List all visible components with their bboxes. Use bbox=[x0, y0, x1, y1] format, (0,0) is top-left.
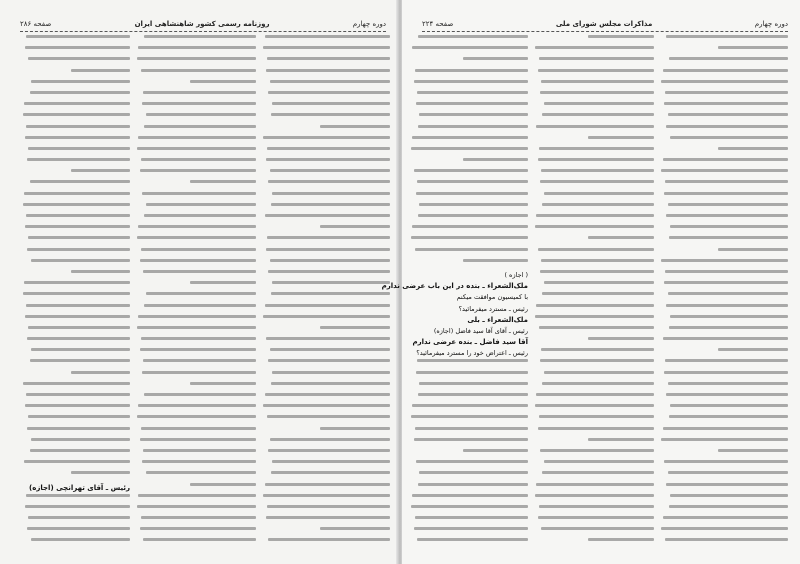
text-line-scan bbox=[137, 236, 256, 239]
text-line-scan bbox=[144, 35, 256, 38]
text-line-scan bbox=[718, 147, 788, 150]
text-line-scan bbox=[415, 69, 528, 72]
text-line: ( اجازه ) bbox=[504, 270, 528, 279]
text-line-scan bbox=[143, 359, 256, 362]
text-line-scan bbox=[28, 415, 130, 418]
text-line-scan bbox=[536, 483, 654, 486]
text-line-scan bbox=[665, 270, 788, 273]
text-line-scan bbox=[320, 527, 390, 530]
text-line-scan bbox=[668, 471, 788, 474]
text-line-scan bbox=[141, 158, 256, 161]
text-line-scan bbox=[266, 516, 390, 519]
text-line-scan bbox=[588, 35, 654, 38]
text-line-scan bbox=[664, 192, 788, 195]
text-line-scan bbox=[665, 180, 788, 183]
text-line-scan bbox=[143, 91, 256, 94]
text-line-scan bbox=[538, 427, 654, 430]
text-line-scan bbox=[144, 125, 256, 128]
text-line-scan bbox=[137, 147, 256, 150]
text-line-scan bbox=[190, 281, 256, 284]
text-line-scan bbox=[141, 69, 256, 72]
text-line-scan bbox=[670, 315, 788, 318]
text-line-scan bbox=[414, 527, 528, 530]
text-line-scan bbox=[23, 292, 130, 295]
text-line-scan bbox=[544, 371, 654, 374]
text-line-scan bbox=[416, 371, 528, 374]
text-line-scan bbox=[414, 80, 528, 83]
text-line-scan bbox=[28, 147, 130, 150]
text-line-scan bbox=[266, 158, 390, 161]
text-line: رئیس ـ اعتراض خود را مسترد میفرمائید؟ bbox=[416, 349, 528, 358]
text-line-scan bbox=[28, 236, 130, 239]
text-line-scan bbox=[588, 136, 654, 139]
text-line-scan bbox=[663, 337, 788, 340]
text-line-scan bbox=[539, 57, 654, 60]
text-line-scan bbox=[418, 35, 528, 38]
text-line-scan bbox=[415, 248, 528, 251]
text-line-scan bbox=[718, 46, 788, 49]
text-line-scan bbox=[663, 158, 788, 161]
text-line-scan bbox=[665, 91, 788, 94]
text-line-scan bbox=[538, 516, 654, 519]
text-line-scan bbox=[272, 102, 390, 105]
text-line-scan bbox=[71, 471, 130, 474]
text-line-scan bbox=[320, 427, 390, 430]
text-line-scan bbox=[418, 214, 528, 217]
text-line-scan bbox=[265, 483, 390, 486]
text-line-scan bbox=[23, 113, 130, 116]
speaker-line: آقا سید فاضل ـ بنده عرضی ندارم bbox=[412, 338, 528, 347]
text-line-scan bbox=[143, 270, 256, 273]
text-line-scan bbox=[542, 471, 654, 474]
text-line-scan bbox=[24, 192, 130, 195]
text-line-scan bbox=[270, 259, 390, 262]
text-line-scan bbox=[71, 69, 130, 72]
text-line-scan bbox=[320, 326, 390, 329]
text-line-scan bbox=[140, 169, 256, 172]
text-line-scan bbox=[669, 57, 788, 60]
text-line-scan bbox=[670, 136, 788, 139]
text-line-scan bbox=[146, 113, 256, 116]
text-line-scan bbox=[661, 527, 788, 530]
text-line-scan bbox=[138, 225, 256, 228]
text-line-scan bbox=[541, 169, 654, 172]
text-line-scan bbox=[267, 57, 390, 60]
text-line-scan bbox=[668, 203, 788, 206]
text-line-scan bbox=[419, 382, 528, 385]
text-line-scan bbox=[664, 102, 788, 105]
text-line-scan bbox=[272, 371, 390, 374]
left-page-header bbox=[20, 18, 386, 30]
text-line-scan bbox=[538, 248, 654, 251]
text-line-scan bbox=[718, 248, 788, 251]
text-line-scan bbox=[541, 80, 654, 83]
text-line-scan bbox=[146, 203, 256, 206]
text-line-scan bbox=[666, 35, 788, 38]
text-line-scan bbox=[25, 136, 130, 139]
text-line-scan bbox=[23, 203, 130, 206]
speaker-line: رئیس ـ آقای تهرانچی (اجازه) bbox=[29, 483, 130, 492]
text-line-scan bbox=[411, 505, 528, 508]
text-line-scan bbox=[267, 505, 390, 508]
text-line-scan bbox=[540, 449, 654, 452]
text-line-scan bbox=[463, 259, 528, 262]
text-column bbox=[136, 35, 256, 550]
text-line-scan bbox=[670, 494, 788, 497]
text-line-scan bbox=[670, 404, 788, 407]
text-line-scan bbox=[414, 438, 528, 441]
text-line-scan bbox=[30, 449, 130, 452]
text-line-scan bbox=[540, 359, 654, 362]
right-title: مذاکرات مجلس شورای ملی bbox=[555, 20, 653, 28]
text-line-scan bbox=[417, 91, 528, 94]
text-line-scan bbox=[412, 225, 528, 228]
text-line-scan bbox=[542, 292, 654, 295]
text-line-scan bbox=[26, 393, 130, 396]
text-line-scan bbox=[31, 259, 130, 262]
text-line-scan bbox=[144, 304, 256, 307]
text-line-scan bbox=[142, 460, 256, 463]
text-line-scan bbox=[143, 538, 256, 541]
text-line-scan bbox=[142, 371, 256, 374]
text-line-scan bbox=[417, 180, 528, 183]
text-line-scan bbox=[412, 136, 528, 139]
text-line-scan bbox=[137, 57, 256, 60]
text-line-scan bbox=[418, 393, 528, 396]
text-line-scan bbox=[190, 483, 256, 486]
text-line-scan bbox=[138, 315, 256, 318]
text-line-scan bbox=[415, 427, 528, 430]
text-line-scan bbox=[544, 102, 654, 105]
text-line-scan bbox=[416, 192, 528, 195]
text-line-scan bbox=[661, 80, 788, 83]
text-line-scan bbox=[536, 125, 654, 128]
text-line-scan bbox=[268, 449, 390, 452]
text-line-scan bbox=[28, 326, 130, 329]
header-rule bbox=[422, 31, 788, 32]
text-line-scan bbox=[268, 270, 390, 273]
text-line-scan bbox=[25, 46, 130, 49]
text-column bbox=[534, 35, 654, 550]
text-line-scan bbox=[539, 415, 654, 418]
text-line-scan bbox=[536, 214, 654, 217]
text-line-scan bbox=[141, 248, 256, 251]
text-line-scan bbox=[272, 460, 390, 463]
text-line-scan bbox=[661, 259, 788, 262]
text-line-scan bbox=[26, 304, 130, 307]
text-line-scan bbox=[539, 147, 654, 150]
text-line-scan bbox=[24, 460, 130, 463]
text-line-scan bbox=[414, 169, 528, 172]
text-line-scan bbox=[26, 214, 130, 217]
right-page-header bbox=[422, 18, 788, 30]
right-period: دوره چهارم bbox=[754, 20, 788, 28]
text-line-scan bbox=[30, 91, 130, 94]
text-line-scan bbox=[665, 359, 788, 362]
text-line-scan bbox=[668, 382, 788, 385]
text-line-scan bbox=[540, 270, 654, 273]
text-line-scan bbox=[669, 505, 788, 508]
text-line-scan bbox=[542, 113, 654, 116]
text-line-scan bbox=[25, 315, 130, 318]
text-line-scan bbox=[268, 538, 390, 541]
text-line-scan bbox=[664, 281, 788, 284]
text-line-scan bbox=[463, 158, 528, 161]
text-line-scan bbox=[31, 348, 130, 351]
text-line-scan bbox=[271, 471, 390, 474]
text-line-scan bbox=[271, 203, 390, 206]
text-line-scan bbox=[267, 147, 390, 150]
text-line-scan bbox=[412, 46, 528, 49]
text-line-scan bbox=[664, 371, 788, 374]
text-line-scan bbox=[539, 326, 654, 329]
text-line-scan bbox=[535, 225, 654, 228]
text-line-scan bbox=[263, 494, 390, 497]
text-line-scan bbox=[718, 449, 788, 452]
text-line-scan bbox=[24, 281, 130, 284]
text-line-scan bbox=[544, 192, 654, 195]
text-line-scan bbox=[266, 337, 390, 340]
text-line-scan bbox=[542, 382, 654, 385]
text-line-scan bbox=[263, 404, 390, 407]
text-line-scan bbox=[588, 438, 654, 441]
text-line-scan bbox=[27, 427, 130, 430]
text-line-scan bbox=[665, 538, 788, 541]
text-line-scan bbox=[267, 236, 390, 239]
text-line-scan bbox=[538, 158, 654, 161]
left-period: دوره چهارم bbox=[352, 20, 386, 28]
text-line-scan bbox=[31, 438, 130, 441]
text-line-scan bbox=[664, 460, 788, 463]
text-line-scan bbox=[271, 382, 390, 385]
text-line-scan bbox=[190, 180, 256, 183]
text-line-scan bbox=[265, 214, 390, 217]
text-line-scan bbox=[418, 125, 528, 128]
text-line-scan bbox=[190, 80, 256, 83]
speaker-line: ملک‌الشعراء ـ بنده در این باب عرضی ندارم bbox=[381, 282, 528, 291]
text-line-scan bbox=[416, 102, 528, 105]
text-line-scan bbox=[268, 91, 390, 94]
text-line-scan bbox=[144, 393, 256, 396]
text-line-scan bbox=[419, 471, 528, 474]
text-line-scan bbox=[263, 46, 390, 49]
text-line-scan bbox=[144, 214, 256, 217]
text-line-scan bbox=[418, 483, 528, 486]
text-line-scan bbox=[541, 527, 654, 530]
text-line-scan bbox=[137, 415, 256, 418]
text-line-scan bbox=[463, 57, 528, 60]
text-line-scan bbox=[140, 438, 256, 441]
text-line-scan bbox=[27, 337, 130, 340]
text-line-scan bbox=[663, 69, 788, 72]
text-line-scan bbox=[538, 69, 654, 72]
text-line-scan bbox=[539, 505, 654, 508]
text-line-scan bbox=[30, 180, 130, 183]
text-line-scan bbox=[663, 516, 788, 519]
text-line-scan bbox=[540, 180, 654, 183]
text-line-scan bbox=[137, 505, 256, 508]
text-line-scan bbox=[265, 35, 390, 38]
left-page bbox=[0, 0, 398, 564]
text-line-scan bbox=[137, 326, 256, 329]
text-line-scan bbox=[141, 427, 256, 430]
text-line-scan bbox=[416, 460, 528, 463]
text-line-scan bbox=[26, 125, 130, 128]
text-line-scan bbox=[271, 292, 390, 295]
text-line-scan bbox=[266, 69, 390, 72]
text-line-scan bbox=[540, 91, 654, 94]
text-line-scan bbox=[142, 192, 256, 195]
text-line-scan bbox=[266, 248, 390, 251]
text-column bbox=[22, 35, 130, 550]
text-line-scan bbox=[270, 348, 390, 351]
text-line-scan bbox=[417, 538, 528, 541]
text-line-scan bbox=[138, 46, 256, 49]
text-line-scan bbox=[270, 80, 390, 83]
header-rule bbox=[20, 31, 386, 32]
left-page-number: صفحه ۲۸۶ bbox=[20, 20, 52, 28]
text-line-scan bbox=[28, 516, 130, 519]
text-line-scan bbox=[670, 225, 788, 228]
text-line-scan bbox=[190, 382, 256, 385]
text-line-scan bbox=[26, 35, 130, 38]
text-line-scan bbox=[536, 304, 654, 307]
text-line-scan bbox=[669, 236, 788, 239]
text-line-scan bbox=[272, 281, 390, 284]
text-line-scan bbox=[26, 494, 130, 497]
text-line-scan bbox=[25, 505, 130, 508]
right-page-number: صفحه ۲۲۴ bbox=[422, 20, 454, 28]
text-line: رئیس ـ مسترد میفرمائید؟ bbox=[458, 304, 528, 313]
text-line-scan bbox=[544, 460, 654, 463]
text-line-scan bbox=[28, 57, 130, 60]
text-line-scan bbox=[27, 527, 130, 530]
text-line-scan bbox=[668, 113, 788, 116]
text-line-scan bbox=[265, 393, 390, 396]
text-line-scan bbox=[142, 102, 256, 105]
text-line-scan bbox=[588, 538, 654, 541]
text-line-scan bbox=[661, 169, 788, 172]
text-line-scan bbox=[666, 125, 788, 128]
text-line-scan bbox=[138, 494, 256, 497]
text-line: با کمیسیون موافقت میکنم bbox=[456, 293, 528, 302]
text-line-scan bbox=[412, 404, 528, 407]
text-line-scan bbox=[419, 113, 528, 116]
text-column bbox=[660, 35, 788, 550]
text-line-scan bbox=[535, 315, 654, 318]
text-line-scan bbox=[411, 236, 528, 239]
text-line-scan bbox=[270, 169, 390, 172]
text-line-scan bbox=[146, 292, 256, 295]
text-line-scan bbox=[146, 471, 256, 474]
text-line-scan bbox=[411, 415, 528, 418]
text-line-scan bbox=[541, 259, 654, 262]
text-line-scan bbox=[320, 225, 390, 228]
text-line-scan bbox=[536, 393, 654, 396]
text-line: رئیس ـ آقای آقا سید فاضل (اجازه) bbox=[433, 326, 528, 335]
text-line-scan bbox=[535, 404, 654, 407]
text-line-scan bbox=[138, 136, 256, 139]
text-line-scan bbox=[263, 136, 390, 139]
text-line-scan bbox=[535, 46, 654, 49]
text-line-scan bbox=[412, 494, 528, 497]
text-line-scan bbox=[71, 169, 130, 172]
text-line-scan bbox=[23, 382, 130, 385]
text-line-scan bbox=[265, 304, 390, 307]
text-line-scan bbox=[271, 113, 390, 116]
text-line-scan bbox=[541, 348, 654, 351]
text-line-scan bbox=[71, 371, 130, 374]
text-line-scan bbox=[588, 337, 654, 340]
text-line-scan bbox=[661, 438, 788, 441]
text-line-scan bbox=[463, 449, 528, 452]
text-line-scan bbox=[535, 494, 654, 497]
text-line-scan bbox=[24, 102, 130, 105]
text-line-scan bbox=[27, 158, 130, 161]
text-line-scan bbox=[666, 393, 788, 396]
text-line-scan bbox=[668, 292, 788, 295]
text-column bbox=[262, 35, 390, 550]
text-line-scan bbox=[588, 236, 654, 239]
text-line-scan bbox=[138, 404, 256, 407]
text-column bbox=[381, 35, 528, 550]
text-line-scan bbox=[140, 259, 256, 262]
text-line-scan bbox=[140, 527, 256, 530]
text-line-scan bbox=[320, 125, 390, 128]
text-line-scan bbox=[31, 538, 130, 541]
text-line-scan bbox=[270, 438, 390, 441]
text-line-scan bbox=[27, 248, 130, 251]
text-line-scan bbox=[71, 270, 130, 273]
text-line-scan bbox=[666, 304, 788, 307]
text-line-scan bbox=[267, 415, 390, 418]
text-line-scan bbox=[419, 203, 528, 206]
text-line-scan bbox=[263, 315, 390, 318]
text-line-scan bbox=[140, 348, 256, 351]
text-line-scan bbox=[666, 214, 788, 217]
text-line-scan bbox=[663, 427, 788, 430]
text-line-scan bbox=[417, 359, 528, 362]
speaker-line: ملک‌الشعراء ـ بلی bbox=[467, 315, 528, 324]
text-line-scan bbox=[141, 337, 256, 340]
text-line-scan bbox=[411, 147, 528, 150]
text-line-scan bbox=[669, 326, 788, 329]
left-title: روزنامه رسمی کشور شاهنشاهی ایران bbox=[134, 20, 270, 28]
text-line-scan bbox=[25, 404, 130, 407]
text-line-scan bbox=[415, 516, 528, 519]
text-line-scan bbox=[268, 359, 390, 362]
right-page bbox=[381, 0, 800, 564]
text-line-scan bbox=[669, 415, 788, 418]
text-line-scan bbox=[544, 281, 654, 284]
text-line-scan bbox=[143, 449, 256, 452]
text-line-scan bbox=[141, 516, 256, 519]
text-line-scan bbox=[25, 225, 130, 228]
text-line-scan bbox=[542, 203, 654, 206]
text-line-scan bbox=[31, 80, 130, 83]
text-line-scan bbox=[666, 483, 788, 486]
text-line-scan bbox=[272, 192, 390, 195]
text-line-scan bbox=[268, 180, 390, 183]
text-line-scan bbox=[30, 359, 130, 362]
text-line-scan bbox=[718, 348, 788, 351]
